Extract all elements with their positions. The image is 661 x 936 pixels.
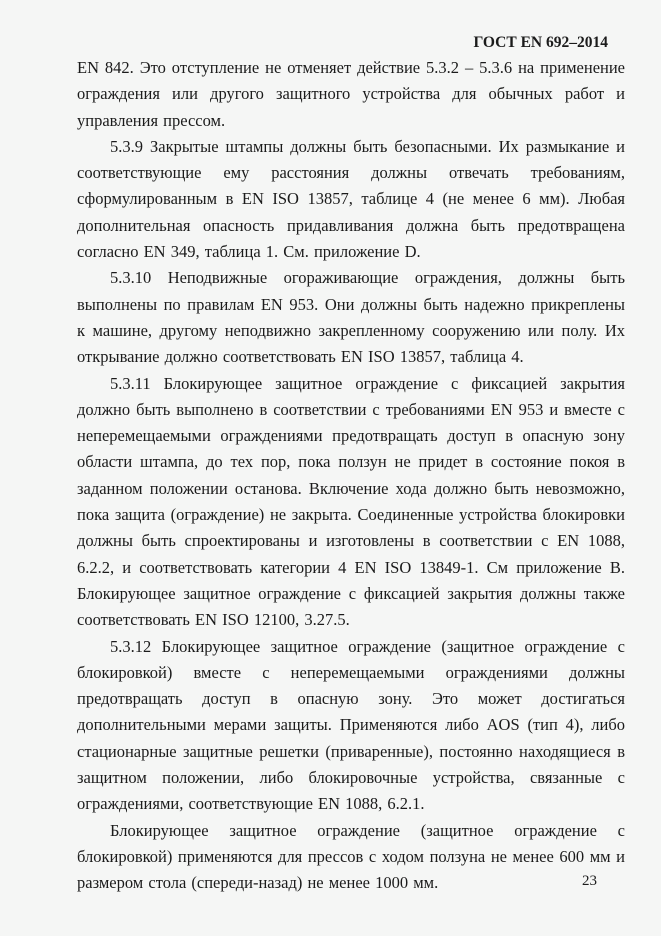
page-number: 23 xyxy=(582,873,597,889)
paragraph: 5.3.10 Неподвижные огораживающие ограждения, должны быть выполнены по правилам EN 953. Они должны быть надежно прикреплены к машине, другому неподвижно закрепленному сооружению или полу. Их открывание должно соответствовать EN ISO 13857, таблица 4. xyxy=(77,268,625,367)
document-body xyxy=(77,55,625,897)
paragraph: EN 842. Это отступление не отменяет действие 5.3.2 – 5.3.6 на применение ограждения или другого защитного устройства для обычных работ и управления прессом. xyxy=(77,58,625,130)
paragraph: 5.3.12 Блокирующее защитное ограждение (защитное ограждение с блокировкой) вместе с неперемещаемыми ограждениями должны предотвращать доступ в опасную зону. Это может достигаться дополнительными мерами защиты. Применяются либо AOS (тип 4), либо стационарные защитные решетки (приваренные), постоянно находящиеся в защитном положении, либо блокировочные устройства, связанные с ограждениями, соответствующие EN 1088, 6.2.1. xyxy=(77,636,625,814)
paragraph: 5.3.11 Блокирующее защитное ограждение с фиксацией закрытия должно быть выполнено в соответствии с требованиями EN 953 и вместе с неперемещаемыми ограждениями предотвращать доступ в опасную зону области штампа, до тех пор, пока ползун не придет в состояние покоя в заданном положении останова. Включение хода должно быть невозможно, пока защита (ограждение) не закрыта. Соединенные устройства блокировки должны быть спроектированы и изготовлены в соответствии с EN 1088, 6.2.2, и соответствовать категории 4 EN ISO 13849-1. См приложение B. Блокирующее защитное ограждение с фиксацией закрытия должны также соответствовать EN ISO 12100, 3.27.5. xyxy=(77,373,625,630)
document-header: ГОСТ EN 692–2014 xyxy=(473,34,608,51)
page-content xyxy=(77,34,625,897)
paragraph: 5.3.9 Закрытые штампы должны быть безопасными. Их размыкание и соответствующие ему расстояния должны отвечать требованиям, сформулированным в EN ISO 13857, таблице 4 (не менее 6 мм). Любая дополнительная опасность придавливания должна быть предотвращена согласно EN 349, таблица 1. См. приложение D. xyxy=(77,136,625,262)
paragraph: Блокирующее защитное ограждение (защитное ограждение с блокировкой) применяются для прессов с ходом ползуна не менее 600 мм и размером стола (спереди-назад) не менее 1000 мм. xyxy=(77,820,625,893)
